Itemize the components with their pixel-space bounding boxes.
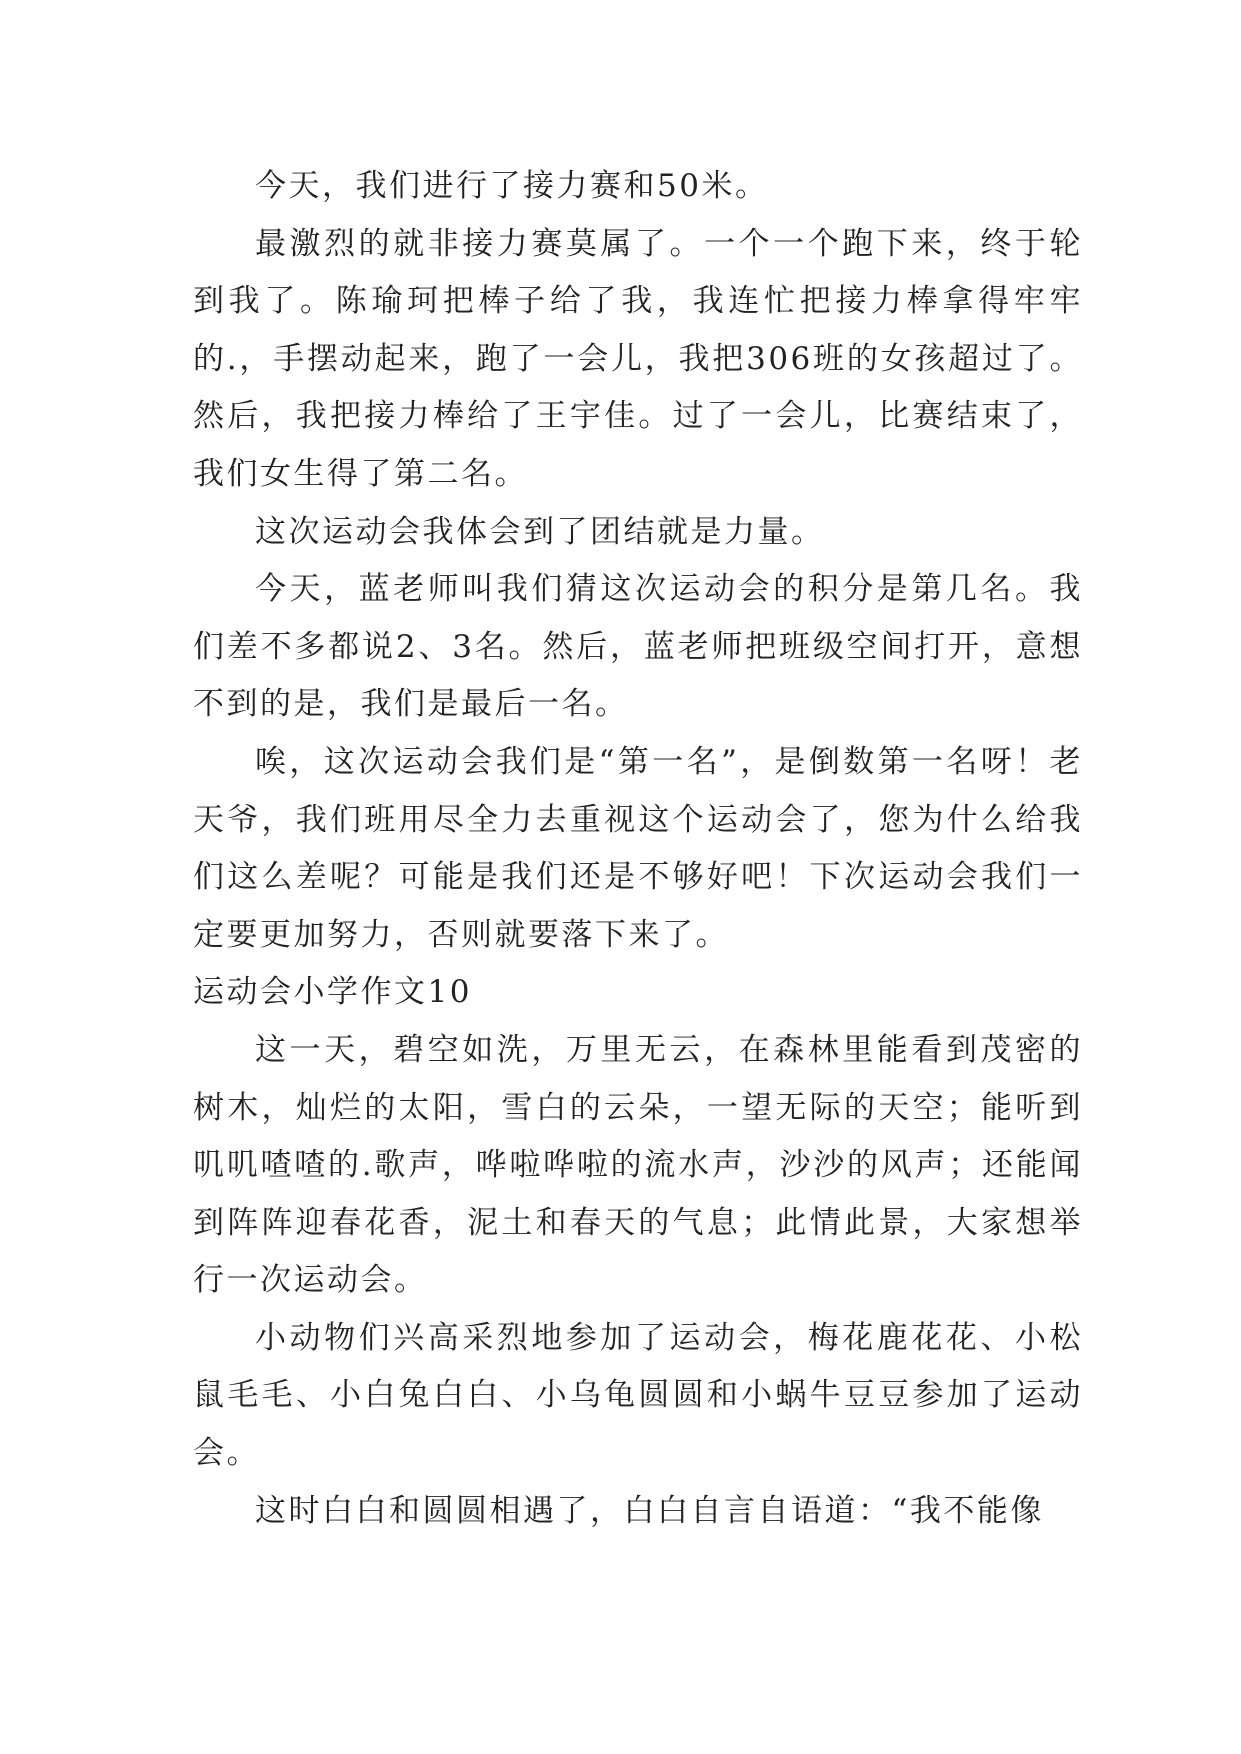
paragraph: 最激烈的就非接力赛莫属了。一个一个跑下来，终于轮到我了。陈瑜珂把棒子给了我，我连忙把接力棒拿得牢牢的.，手摆动起来，跑了一会儿，我把306班的女孩超过了。然后，我把接力棒给了王宇佳。过了一会儿，比赛结束了，我们女生得了第二名。 <box>193 225 1083 492</box>
paragraph: 这次运动会我体会到了团结就是力量。 <box>255 513 825 550</box>
paragraph: 这一天，碧空如洗，万里无云，在森林里能看到茂密的树木，灿烂的太阳，雪白的云朵，一望无际的天空；能听到叽叽喳喳的.歌声，哗啦哗啦的流水声，沙沙的风声；还能闻到阵阵迎春花香，泥土和春天的气息；此情此景，大家想举行一次运动会。 <box>193 1031 1083 1299</box>
paragraph: 这时白白和圆圆相遇了，白白自言自语道：“我不能像 <box>255 1492 1044 1529</box>
paragraph: 今天，我们进行了接力赛和50米。 <box>255 168 769 204</box>
paragraph: 唉，这次运动会我们是“第一名”，是倒数第一名呀！老天爷，我们班用尽全力去重视这个运动会了，您为什么给我们这么差呢？可能是我们还是不够好吧！下次运动会我们一定要更加努力，否则就要落下来了。 <box>193 743 1083 953</box>
document-body <box>193 158 1083 1540</box>
section-title: 运动会小学作文10 <box>193 974 472 1011</box>
paragraph: 小动物们兴高采烈地参加了运动会，梅花鹿花花、小松鼠毛毛、小白兔白白、小乌龟圆圆和小蜗牛豆豆参加了运动会。 <box>193 1319 1083 1472</box>
paragraph: 今天，蓝老师叫我们猜这次运动会的积分是第几名。我们差不多都说2、3名。然后，蓝老师把班级空间打开，意想不到的是，我们是最后一名。 <box>193 571 1083 723</box>
